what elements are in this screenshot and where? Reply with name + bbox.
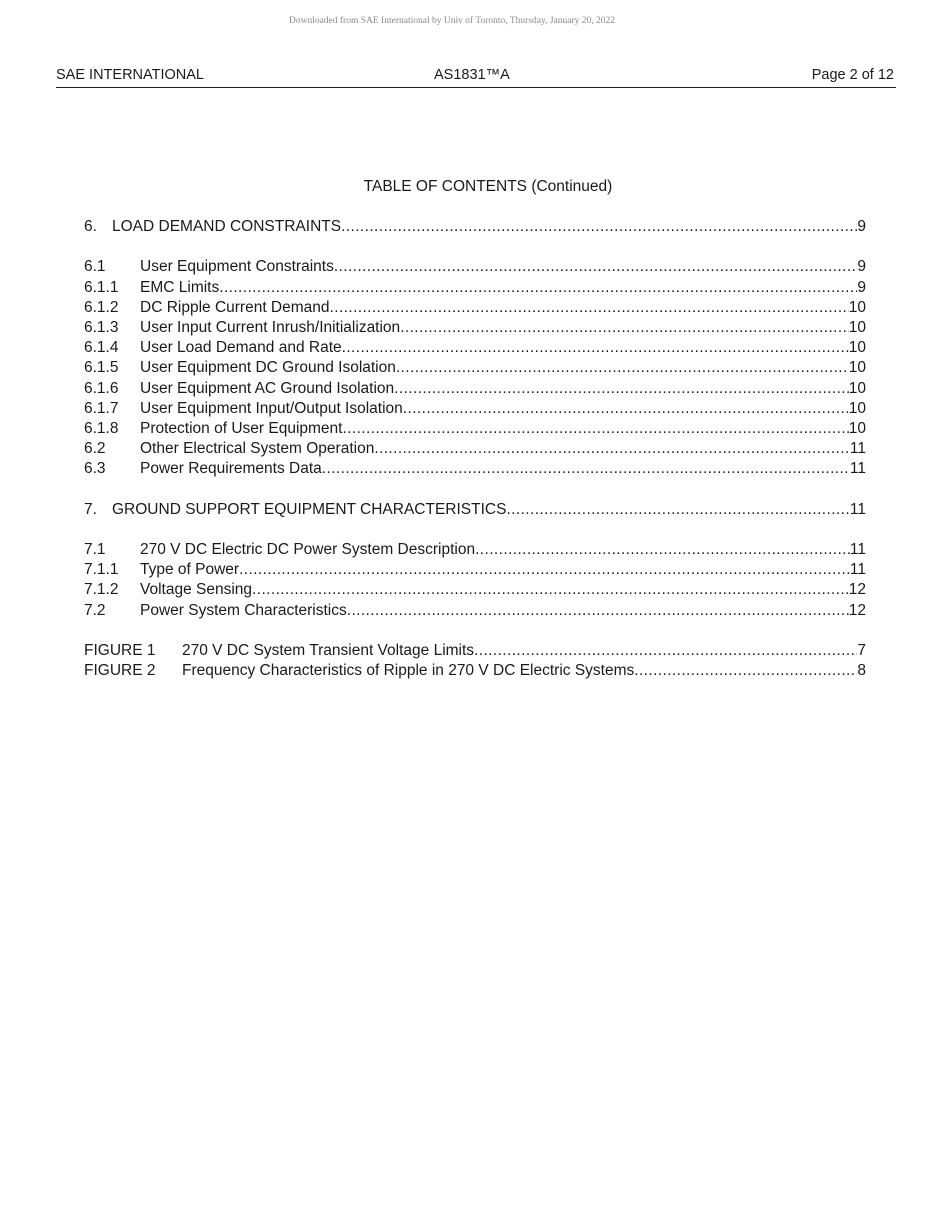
header-doc-id: AS1831™A	[434, 67, 510, 83]
toc-figure-page: 7	[857, 641, 866, 659]
header-org: SAE INTERNATIONAL	[56, 67, 204, 83]
toc-entry-7-2[interactable]	[84, 601, 866, 621]
toc-entry-title: LOAD DEMAND CONSTRAINTS	[112, 218, 342, 235]
toc-entry-page: 11	[849, 440, 866, 458]
toc-entry-title: User Equipment Input/Output Isolation	[140, 399, 403, 417]
toc-entry-title: 270 V DC Electric DC Power System Description	[140, 541, 476, 558]
dot-leader	[322, 459, 850, 479]
toc-entry-number: 7.1.2	[84, 581, 119, 599]
toc-entry-number: 6.1.8	[84, 419, 119, 437]
toc-entry-page: 12	[848, 581, 866, 599]
table-of-contents	[84, 217, 866, 681]
dot-leader	[347, 601, 849, 621]
toc-entry-page: 11	[849, 500, 866, 518]
toc-entry-number: 7.2	[84, 601, 106, 619]
toc-entry-page: 10	[848, 318, 866, 336]
toc-entry-7-1-1[interactable]	[84, 560, 866, 580]
toc-entry-number: 6.1.3	[84, 318, 119, 336]
toc-entry-title: Voltage Sensing	[140, 581, 253, 599]
toc-entry-title: User Input Current Inrush/Initialization	[140, 318, 401, 336]
dot-leader	[474, 641, 857, 661]
toc-entry-number: 6.1.2	[84, 298, 119, 316]
toc-entry-number: 7.1	[84, 541, 106, 558]
toc-entry-number: 6.1.1	[84, 278, 119, 296]
toc-entry-6-1-8[interactable]	[84, 419, 866, 439]
dot-leader	[374, 439, 850, 459]
toc-figure-title: 270 V DC System Transient Voltage Limits	[182, 641, 475, 659]
toc-entry-number: 7.	[84, 500, 97, 518]
toc-figure-page: 8	[857, 662, 866, 680]
toc-entry-7-1-2[interactable]	[84, 580, 866, 600]
toc-figure-number: FIGURE 2	[84, 662, 156, 680]
toc-entry-6[interactable]	[84, 217, 866, 237]
toc-entry-title: DC Ripple Current Demand	[140, 298, 330, 316]
toc-entry-page: 10	[848, 359, 866, 377]
toc-entry-6-1-5[interactable]	[84, 358, 866, 378]
dot-leader	[342, 338, 849, 358]
dot-leader	[396, 358, 849, 378]
dot-leader	[342, 419, 848, 439]
toc-entry-6-1-3[interactable]	[84, 318, 866, 338]
toc-entry-title: Other Electrical System Operation	[140, 440, 375, 458]
download-watermark: Downloaded from SAE International by Univ of Toronto, Thursday, January 20, 2022	[288, 16, 616, 26]
toc-figure-1[interactable]	[84, 641, 866, 661]
toc-entry-number: 7.1.1	[84, 561, 119, 579]
toc-entry-title: User Equipment Constraints	[140, 258, 334, 276]
toc-entry-7-1[interactable]	[84, 540, 866, 560]
dot-leader	[400, 318, 849, 338]
toc-entry-6-1-7[interactable]	[84, 399, 866, 419]
toc-entry-title: User Load Demand and Rate	[140, 339, 342, 357]
toc-entry-6-2[interactable]	[84, 439, 866, 459]
toc-figure-2[interactable]	[84, 661, 866, 681]
toc-entry-number: 6.1.5	[84, 359, 119, 377]
toc-entry-6-1-1[interactable]	[84, 278, 866, 298]
dot-leader	[475, 540, 850, 560]
toc-entry-number: 6.2	[84, 440, 106, 458]
toc-entry-6-1[interactable]	[84, 257, 866, 277]
toc-entry-page: 9	[857, 218, 866, 235]
toc-entry-page: 9	[857, 278, 866, 296]
toc-entry-number: 6.3	[84, 460, 106, 478]
toc-entry-6-3[interactable]	[84, 459, 866, 479]
header-page-number: Page 2 of 12	[811, 67, 894, 83]
toc-entry-page: 10	[848, 339, 866, 357]
dot-leader	[341, 217, 857, 237]
dot-leader	[330, 298, 849, 318]
toc-entry-title: User Equipment DC Ground Isolation	[140, 359, 396, 377]
toc-entry-page: 11	[849, 460, 866, 478]
dot-leader	[403, 399, 849, 419]
toc-entry-page: 12	[848, 601, 866, 619]
toc-entry-title: User Equipment AC Ground Isolation	[140, 379, 395, 397]
dot-leader	[219, 278, 857, 298]
toc-title: TABLE OF CONTENTS (Continued)	[363, 178, 613, 195]
toc-entry-6-1-2[interactable]	[84, 298, 866, 318]
toc-entry-title: EMC Limits	[140, 278, 220, 296]
toc-figure-title: Frequency Characteristics of Ripple in 270 V DC Electric Systems	[182, 662, 635, 680]
toc-entry-6-1-6[interactable]	[84, 379, 866, 399]
toc-entry-number: 6.1.7	[84, 399, 119, 417]
dot-leader	[252, 580, 849, 600]
dot-leader	[634, 661, 857, 681]
dot-leader	[239, 560, 850, 580]
dot-leader	[506, 500, 849, 520]
toc-entry-6-1-4[interactable]	[84, 338, 866, 358]
toc-figure-number: FIGURE 1	[84, 641, 156, 659]
toc-entry-title: Power Requirements Data	[140, 460, 322, 478]
toc-entry-number: 6.1.4	[84, 339, 119, 357]
toc-entry-7[interactable]	[84, 500, 866, 520]
toc-entry-page: 10	[848, 399, 866, 417]
toc-entry-title: GROUND SUPPORT EQUIPMENT CHARACTERISTICS	[112, 500, 507, 518]
toc-entry-title: Power System Characteristics	[140, 601, 347, 619]
toc-entry-number: 6.	[84, 218, 97, 235]
toc-entry-title: Protection of User Equipment	[140, 419, 343, 437]
toc-entry-page: 10	[848, 419, 866, 437]
toc-entry-page: 10	[848, 298, 866, 316]
toc-entry-number: 6.1	[84, 258, 106, 276]
dot-leader	[394, 379, 849, 399]
toc-entry-number: 6.1.6	[84, 379, 119, 397]
toc-entry-page: 11	[849, 541, 866, 558]
toc-entry-page: 11	[849, 561, 866, 579]
toc-entry-page: 9	[857, 258, 866, 276]
page-header	[56, 67, 896, 88]
toc-entry-page: 10	[848, 379, 866, 397]
toc-entry-title: Type of Power	[140, 561, 240, 579]
dot-leader	[334, 257, 858, 277]
